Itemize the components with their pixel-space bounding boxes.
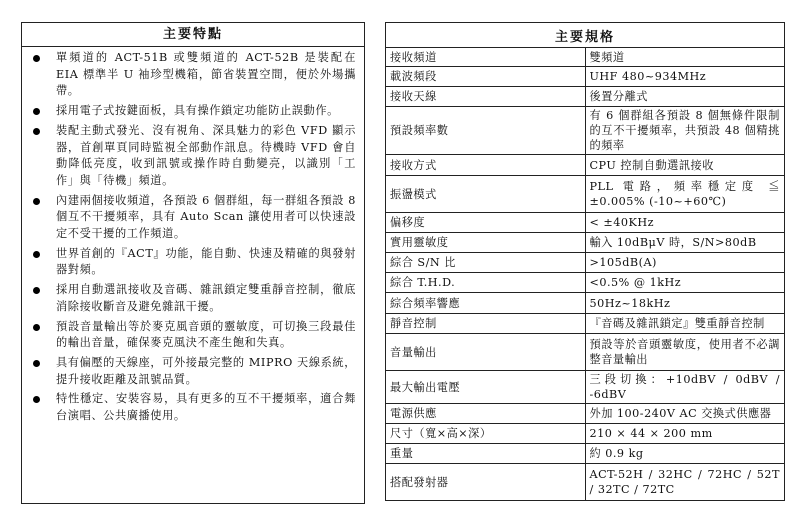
spec-value: 『音碼及雜訊鎖定』雙重靜音控制 bbox=[585, 314, 785, 334]
bullet-icon bbox=[33, 198, 40, 205]
spec-value: 三段切換：+10dBV / 0dBV / -6dBV bbox=[585, 371, 785, 404]
feature-item bbox=[22, 282, 364, 315]
spec-value: < ±40KHz bbox=[585, 213, 785, 233]
bullet-icon bbox=[33, 128, 40, 135]
feature-text: 單頻道的 ACT-51B 或雙頻道的 ACT-52B 是裝配在 EIA 標準半 U 袖珍型機箱，節省裝置空間，便於外場攜帶。 bbox=[56, 51, 356, 98]
table-row bbox=[386, 334, 785, 371]
table-row bbox=[386, 67, 785, 87]
feature-item bbox=[22, 103, 364, 120]
spec-label: 重量 bbox=[386, 444, 586, 464]
spec-value: UHF 480~934MHz bbox=[585, 67, 785, 87]
bullet-icon bbox=[33, 108, 40, 115]
spec-label: 綜合 T.H.D. bbox=[386, 273, 586, 293]
bullet-icon bbox=[33, 251, 40, 258]
spec-label: 載波頻段 bbox=[386, 67, 586, 87]
feature-item bbox=[22, 246, 364, 279]
spec-value: 後置分離式 bbox=[585, 87, 785, 107]
spec-label: 音量輸出 bbox=[386, 334, 586, 371]
table-row bbox=[386, 444, 785, 464]
table-row bbox=[386, 176, 785, 213]
spec-value: 雙頻道 bbox=[585, 48, 785, 67]
table-row bbox=[386, 87, 785, 107]
spec-value: CPU 控制自動選訊接收 bbox=[585, 155, 785, 176]
spec-value: 有 6 個群組各預設 8 個無條件限制的互不干擾頻率，共預設 48 個精挑的頻率 bbox=[585, 107, 785, 155]
spec-value: 約 0.9 kg bbox=[585, 444, 785, 464]
bullet-icon bbox=[33, 287, 40, 294]
table-row bbox=[386, 314, 785, 334]
spec-label: 實用靈敏度 bbox=[386, 233, 586, 253]
table-row bbox=[386, 233, 785, 253]
spec-value: <0.5% @ 1kHz bbox=[585, 273, 785, 293]
feature-item bbox=[22, 193, 364, 243]
spec-label: 接收頻道 bbox=[386, 48, 586, 67]
feature-text: 採用電子式按鍵面板，具有操作鎖定功能防止誤動作。 bbox=[56, 104, 339, 118]
feature-item bbox=[22, 391, 364, 424]
feature-text: 特性穩定、安裝容易，具有更多的互不干擾頻率，適合舞台演唱、公共廣播使用。 bbox=[56, 392, 356, 423]
table-row bbox=[386, 48, 785, 67]
bullet-icon bbox=[33, 55, 40, 62]
feature-item bbox=[22, 50, 364, 100]
spec-label: 接收方式 bbox=[386, 155, 586, 176]
spec-label: 綜合頻率響應 bbox=[386, 293, 586, 314]
spec-value: 外加 100-240V AC 交換式供應器 bbox=[585, 404, 785, 424]
table-row bbox=[386, 404, 785, 424]
specs-title: 主要規格 bbox=[386, 23, 785, 48]
spec-label: 電源供應 bbox=[386, 404, 586, 424]
table-row bbox=[386, 253, 785, 273]
table-row bbox=[386, 464, 785, 501]
table-row bbox=[386, 213, 785, 233]
bullet-icon bbox=[33, 324, 40, 331]
feature-text: 採用自動選訊接收及音碼、雜訊鎖定雙重靜音控制，徹底消除接收斷音及避免雜訊干擾。 bbox=[56, 283, 356, 313]
spec-label: 偏移度 bbox=[386, 213, 586, 233]
feature-text: 具有偏壓的天線座，可外接最完整的 MIPRO 天線系統，提升接收距離及訊號品質。 bbox=[56, 355, 356, 386]
feature-item bbox=[22, 355, 364, 388]
spec-value: PLL 電路，頻率穩定度 ≦ ±0.005% (-10~+60℃) bbox=[585, 176, 785, 213]
spec-value: 50Hz~18kHz bbox=[585, 293, 785, 314]
spec-value: >105dB(A) bbox=[585, 253, 785, 273]
spec-label: 振盪模式 bbox=[386, 176, 586, 213]
features-list bbox=[22, 47, 364, 425]
spec-value: 預設等於音頭靈敏度，使用者不必調整音量輸出 bbox=[585, 334, 785, 371]
spec-value: 210 × 44 × 200 mm bbox=[585, 424, 785, 444]
spec-label: 最大輸出電壓 bbox=[386, 371, 586, 404]
feature-item bbox=[22, 319, 364, 352]
spec-label: 尺寸（寬×高×深） bbox=[386, 424, 586, 444]
feature-text: 世界首創的『ACT』功能，能自動、快速及精確的與發射器對頻。 bbox=[56, 246, 356, 277]
feature-text: 預設音量輸出等於麥克風音頭的靈敏度，可切換三段最佳的輸出音量，確保麥克風決不產生飽和失真。 bbox=[56, 319, 356, 350]
feature-text: 內建兩個接收頻道，各預設 6 個群組，每一群組各預設 8 個互不干擾頻率，具有 Auto Scan 讓使用者可以快速設定不受干擾的工作頻道。 bbox=[56, 193, 356, 241]
spec-label: 靜音控制 bbox=[386, 314, 586, 334]
spec-value: ACT-52H / 32HC / 72HC / 52T / 32TC / 72TC bbox=[585, 464, 785, 501]
spec-label: 綜合 S/N 比 bbox=[386, 253, 586, 273]
table-row bbox=[386, 155, 785, 176]
features-panel bbox=[21, 22, 365, 504]
feature-text: 裝配主動式發光、沒有視角、深具魅力的彩色 VFD 顯示器，首創單頁同時監視全部動作訊息。待機時 VFD 會自動降低亮度，收到訊號或操作時自動變亮，以識別「工作」與「待機」頻道。 bbox=[56, 123, 356, 187]
bullet-icon bbox=[33, 396, 40, 403]
table-row bbox=[386, 371, 785, 404]
spec-label: 預設頻率數 bbox=[386, 107, 586, 155]
specs-table bbox=[385, 22, 785, 501]
table-row bbox=[386, 273, 785, 293]
bullet-icon bbox=[33, 360, 40, 367]
spec-label: 搭配發射器 bbox=[386, 464, 586, 501]
spec-label: 接收天線 bbox=[386, 87, 586, 107]
table-row bbox=[386, 293, 785, 314]
table-row bbox=[386, 424, 785, 444]
features-title: 主要特點 bbox=[22, 23, 364, 47]
table-row bbox=[386, 107, 785, 155]
feature-item bbox=[22, 123, 364, 190]
spec-value: 輸入 10dBμV 時，S/N>80dB bbox=[585, 233, 785, 253]
